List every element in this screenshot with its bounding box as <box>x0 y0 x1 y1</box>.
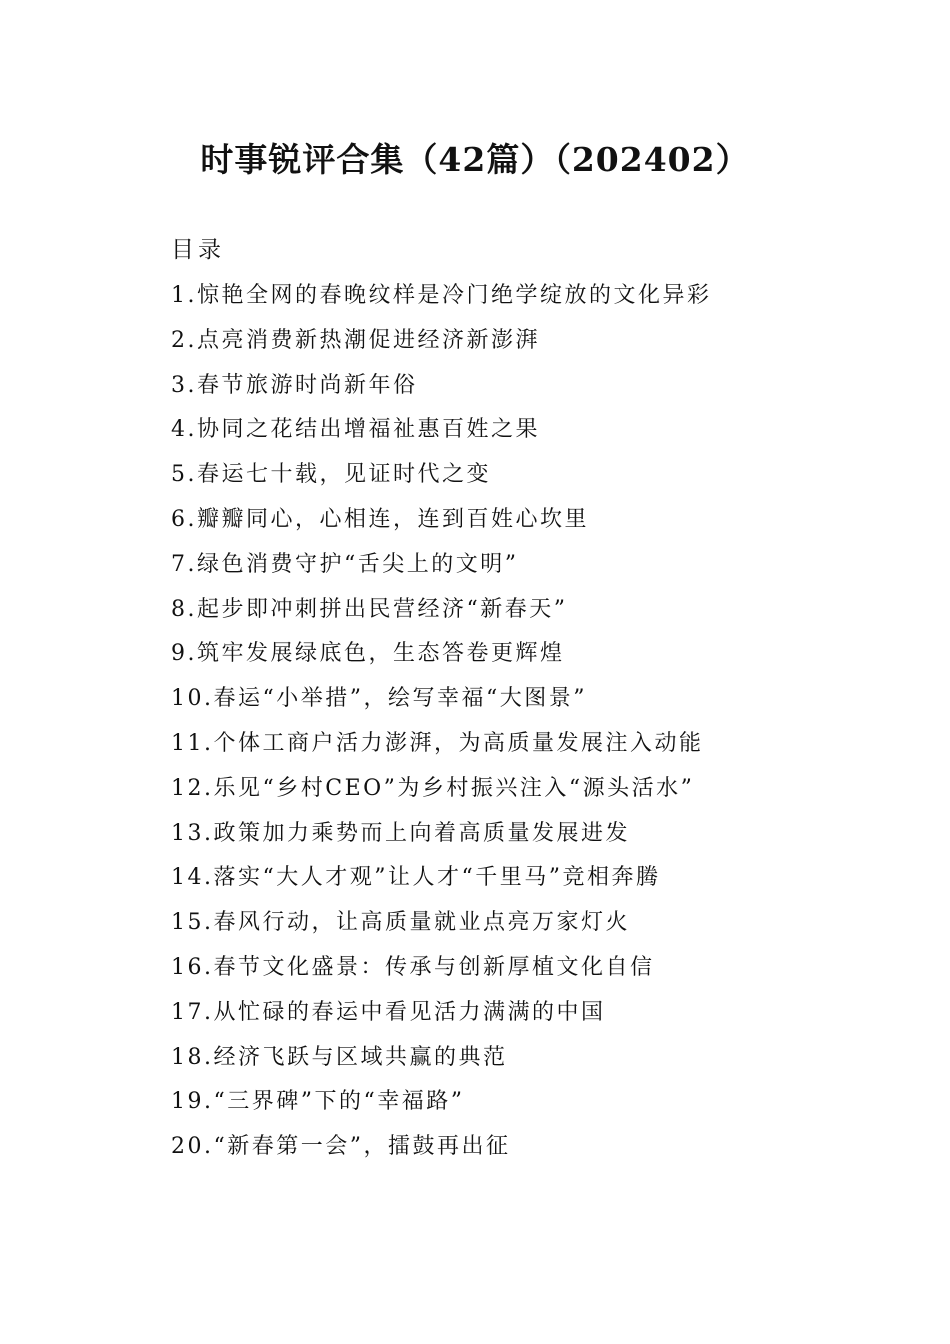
toc-item: 14.落实“大人才观”让人才“千里马”竞相奔腾 <box>171 865 661 891</box>
toc-item: 19.“三界碑”下的“幸福路” <box>171 1089 465 1115</box>
toc-heading: 目录 <box>171 237 225 263</box>
toc-item: 8.起步即冲刺拼出民营经济“新春天” <box>171 596 568 622</box>
table-of-contents <box>171 279 791 1175</box>
document-title: 时事锐评合集（42篇）（202402） <box>200 140 750 179</box>
toc-item: 5.春运七十载，见证时代之变 <box>171 462 491 488</box>
toc-item: 6.瓣瓣同心，心相连，连到百姓心坎里 <box>171 506 589 532</box>
toc-item: 7.绿色消费守护“舌尖上的文明” <box>171 551 519 577</box>
toc-item: 4.协同之花结出增福祉惠百姓之果 <box>171 417 540 443</box>
toc-item: 13.政策加力乘势而上向着高质量发展进发 <box>171 820 630 846</box>
toc-item: 18.经济飞跃与区域共赢的典范 <box>171 1044 508 1070</box>
toc-item: 15.春风行动，让高质量就业点亮万家灯火 <box>171 910 630 936</box>
toc-item: 12.乐见“乡村CEO”为乡村振兴注入“源头活水” <box>171 775 695 801</box>
toc-item: 16.春节文化盛景：传承与创新厚植文化自信 <box>171 954 655 980</box>
toc-item: 17.从忙碌的春运中看见活力满满的中国 <box>171 999 606 1025</box>
toc-item: 11.个体工商户活力澎湃，为高质量发展注入动能 <box>171 730 704 756</box>
toc-item: 20.“新春第一会”，擂鼓再出征 <box>171 1134 511 1160</box>
toc-item: 3.春节旅游时尚新年俗 <box>171 372 418 398</box>
toc-item: 9.筑牢发展绿底色，生态答卷更辉煌 <box>171 641 565 667</box>
toc-item: 1.惊艳全网的春晚纹样是冷门绝学绽放的文化异彩 <box>171 283 712 308</box>
toc-item: 2.点亮消费新热潮促进经济新澎湃 <box>171 327 540 353</box>
toc-item: 10.春运“小举措”，绘写幸福“大图景” <box>171 686 587 712</box>
